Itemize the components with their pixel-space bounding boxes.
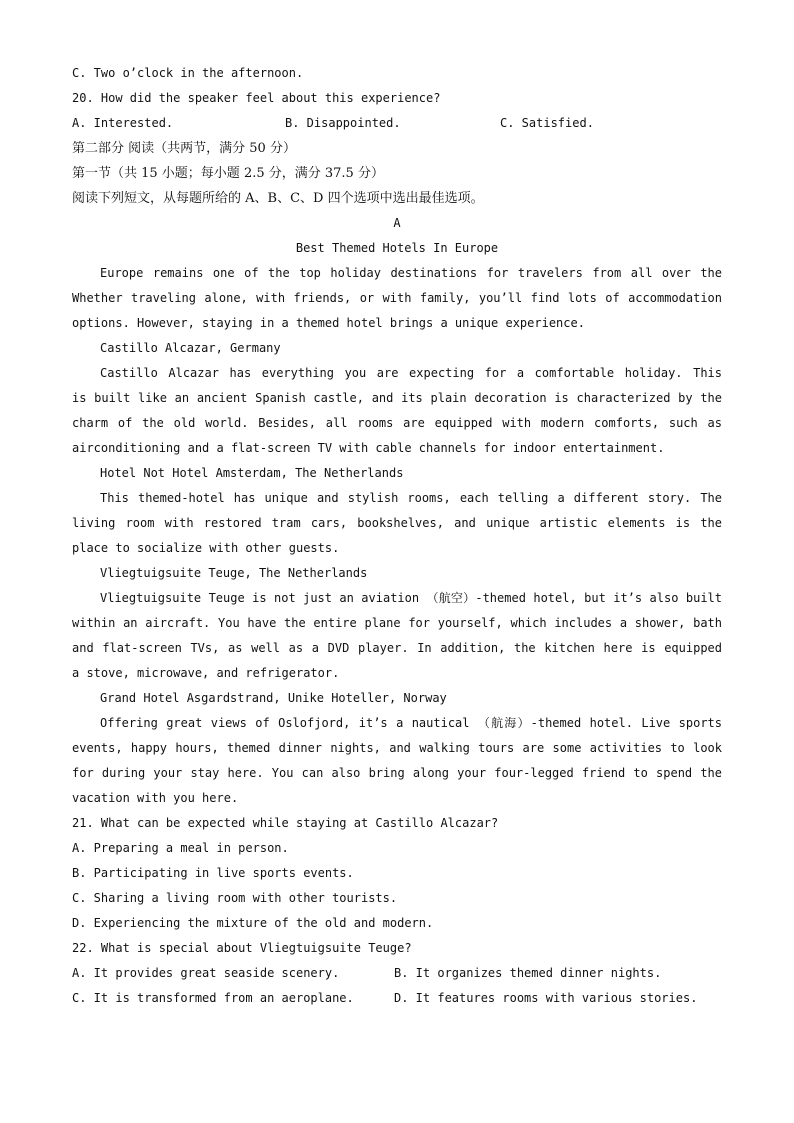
q20-option-b: B. Disappointed. xyxy=(285,116,401,130)
paragraph-line: Offering great views of Oslofjord, it’s a nautical （航海）-themed hotel. Live sports xyxy=(100,716,722,730)
hotel-heading-teuge: Vliegtuigsuite Teuge, The Netherlands xyxy=(100,566,368,580)
q22-options-row-1 xyxy=(72,961,722,986)
paragraph-line: airconditioning and a flat-screen TV with cable channels for indoor entertainment. xyxy=(72,441,665,455)
q21-option-a: A. Preparing a meal in person. xyxy=(72,841,289,855)
paragraph-line: a stove, microwave, and refrigerator. xyxy=(72,666,340,680)
hotel-heading-castillo: Castillo Alcazar, Germany xyxy=(100,341,281,355)
hotel-heading-amsterdam: Hotel Not Hotel Amsterdam, The Netherlands xyxy=(100,466,404,480)
paragraph-line: options. However, staying in a themed hotel brings a unique experience. xyxy=(72,316,585,330)
paragraph-line: events, happy hours, themed dinner nights, and walking tours are some activities to look xyxy=(72,741,722,755)
q22-option-c: C. It is transformed from an aeroplane. xyxy=(72,991,354,1005)
paragraph-line: Europe remains one of the top holiday destinations for travelers from all over the xyxy=(100,266,722,280)
subsection-heading: 第一节（共 15 小题；每小题 2.5 分，满分 37.5 分） xyxy=(72,166,384,181)
instructions: 阅读下列短文，从每题所给的 A、B、C、D 四个选项中选出最佳选项。 xyxy=(72,191,484,206)
paragraph-line: Vliegtuigsuite Teuge is not just an aviation （航空）-themed hotel, but it’s also built xyxy=(100,591,722,605)
paragraph-line: and flat-screen TVs, as well as a DVD player. In addition, the kitchen here is equipped xyxy=(72,641,722,655)
paragraph-line: vacation with you here. xyxy=(72,791,239,805)
paragraph-line: within an aircraft. You have the entire plane for yourself, which includes a shower, bath xyxy=(72,616,722,630)
q20-option-c: C. Satisfied. xyxy=(500,116,594,130)
paragraph-line: Castillo Alcazar has everything you are expecting for a comfortable holiday. This xyxy=(100,366,722,380)
paragraph-line: is built like an ancient Spanish castle, and its plain decoration is characterized by the xyxy=(72,391,722,405)
q22-option-d: D. It features rooms with various stories. xyxy=(394,991,698,1005)
document-page xyxy=(72,61,722,1011)
hotel-heading-asgardstrand: Grand Hotel Asgardstrand, Unike Hoteller, Norway xyxy=(100,691,447,705)
passage-letter: A xyxy=(393,216,401,230)
question-22: 22. What is special about Vliegtuigsuite Teuge? xyxy=(72,941,412,955)
q20-options xyxy=(72,111,722,136)
section-heading: 第二部分 阅读（共两节，满分 50 分） xyxy=(72,141,296,156)
paragraph-line: for during your stay here. You can also bring along your four-legged friend to spend the xyxy=(72,766,722,780)
q21-option-b: B. Participating in live sports events. xyxy=(72,866,354,880)
q22-option-a: A. It provides great seaside scenery. xyxy=(72,966,340,980)
q20-option-a: A. Interested. xyxy=(72,116,174,130)
paragraph-line: living room with restored tram cars, bookshelves, and unique artistic elements is the xyxy=(72,516,722,530)
q19-option-c: C. Two o’clock in the afternoon. xyxy=(72,66,304,80)
question-20: 20. How did the speaker feel about this experience? xyxy=(72,91,441,105)
paragraph-line: charm of the old world. Besides, all rooms are equipped with modern comforts, such as xyxy=(72,416,722,430)
paragraph-line: place to socialize with other guests. xyxy=(72,541,340,555)
q22-option-b: B. It organizes themed dinner nights. xyxy=(394,966,662,980)
q22-options-row-2 xyxy=(72,986,722,1011)
paragraph-line: This themed-hotel has unique and stylish rooms, each telling a different story. The xyxy=(100,491,722,505)
q21-option-d: D. Experiencing the mixture of the old and modern. xyxy=(72,916,434,930)
q21-option-c: C. Sharing a living room with other tourists. xyxy=(72,891,398,905)
question-21: 21. What can be expected while staying at Castillo Alcazar? xyxy=(72,816,499,830)
paragraph-line: Whether traveling alone, with friends, or with family, you’ll find lots of accommodation xyxy=(72,291,722,305)
passage-title: Best Themed Hotels In Europe xyxy=(295,241,499,255)
